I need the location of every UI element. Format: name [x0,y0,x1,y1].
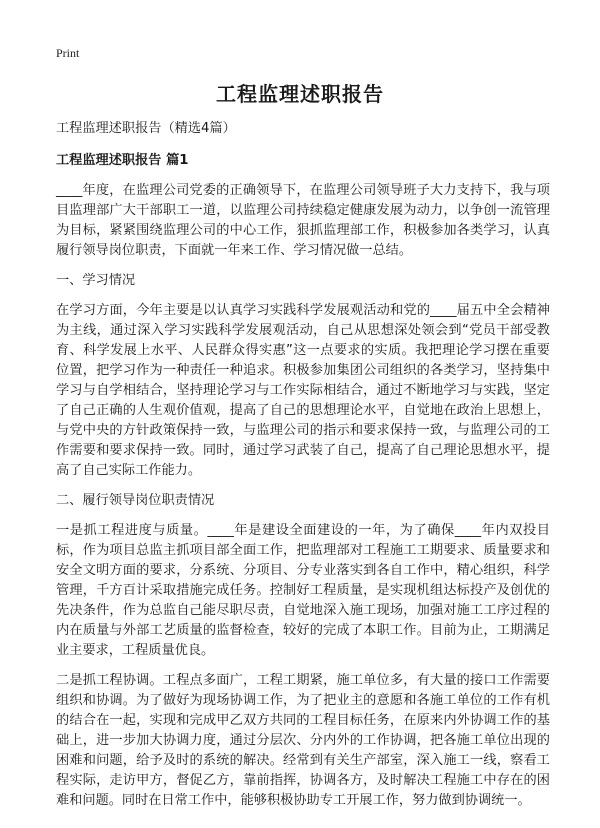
duty-heading: 二、履行领导岗位职责情况 [56,493,215,508]
duty-paragraph-coordination: 二是抓工程协调。工程点多面广，工程工期紧，施工单位多，有大量的接口工作需要组织和协调。为了做好为现场协调工作，为了把业主的意愿和各施工单位的工作有机的结合在一起，实现和完成甲乙双方共同的工程目标任务，在原来内外协调工作的基础上，进一步加大协调力度，通过分层次、分内外的工作协调，把各施工单位出现的困难和问题，给予及时的系统的解决。经常到有关生产部室，深入施工一线，察看工程实际，走访甲方，督促乙方，靠前指挥，协调各方，及时解决工程施工中存在的困难和问题。同时在日常工作中，能够积极协助专工开展工作，努力做到协调统一。 [56,673,550,808]
study-paragraph: 在学习方面，今年主要是以认真学习实践科学发展观活动和党的____届五中全会精神为主线，通过深入学习实践科学发展观活动，自己从思想深处领会到“党员干部受教育、科学发展上水平、人民群众得实惠”这一点要求的实质。我把理论学习摆在重要位置，把学习作为一种责任一种追求。积极参加集团公司组织的各类学习，坚持集中学习与自学相结合，坚持理论学习与工作实际相结合，通过不断地学习与实践，坚定了自己正确的人生观价值观，提高了自己的思想理论水平，自觉地在政治上思想上，与党中央的方针政策保持一致，与监理公司的指示和要求保持一致，与监理公司的工作需要和要求保持一致。同时，通过学习武装了自己，提高了自己理论思想水平，提高了自己实际工作能力。 [56,303,550,478]
document-title: 工程监理述职报告 [216,82,384,106]
duty-paragraph-progress: 一是抓工程进度与质量。____年是建设全面建设的一年，为了确保____年内双投目标，作为项目总监主抓项目部全面工作，把监理部对工程施工工期要求、质量要求和安全文明方面的要求，分系统、分项目、分专业落实到各自工作中，精心组织，科学管理，千方百计采取措施完成任务。控制好工程质量，是实现机组达标投产及创优的先决条件，作为总监自己能尽职尽责，自觉地深入施工现场，加强对施工工序过程的内在质量与外部工艺质量的监督检查，较好的完成了本职工作。目前为止，工期满足业主要求，工程质量优良。 [56,523,550,658]
section-title: 工程监理述职报告 篇1 [56,153,189,168]
document-body [56,119,550,821]
document-subtitle: 工程监理述职报告（精选4篇） [56,121,236,136]
print-label[interactable]: Print [56,46,80,60]
study-heading: 一、学习情况 [56,273,136,288]
intro-paragraph: ____年度，在监理公司党委的正确领导下，在监理公司领导班子大力支持下，我与项目监理部广大干部职工一道，以监理公司持续稳定健康发展为动力，以争创一流管理为目标，紧紧围绕监理公司的中心工作，狠抓监理部工作，积极参加各类学习，认真履行领导岗位职责，下面就一年来工作、学习情况做一总结。 [56,183,550,258]
